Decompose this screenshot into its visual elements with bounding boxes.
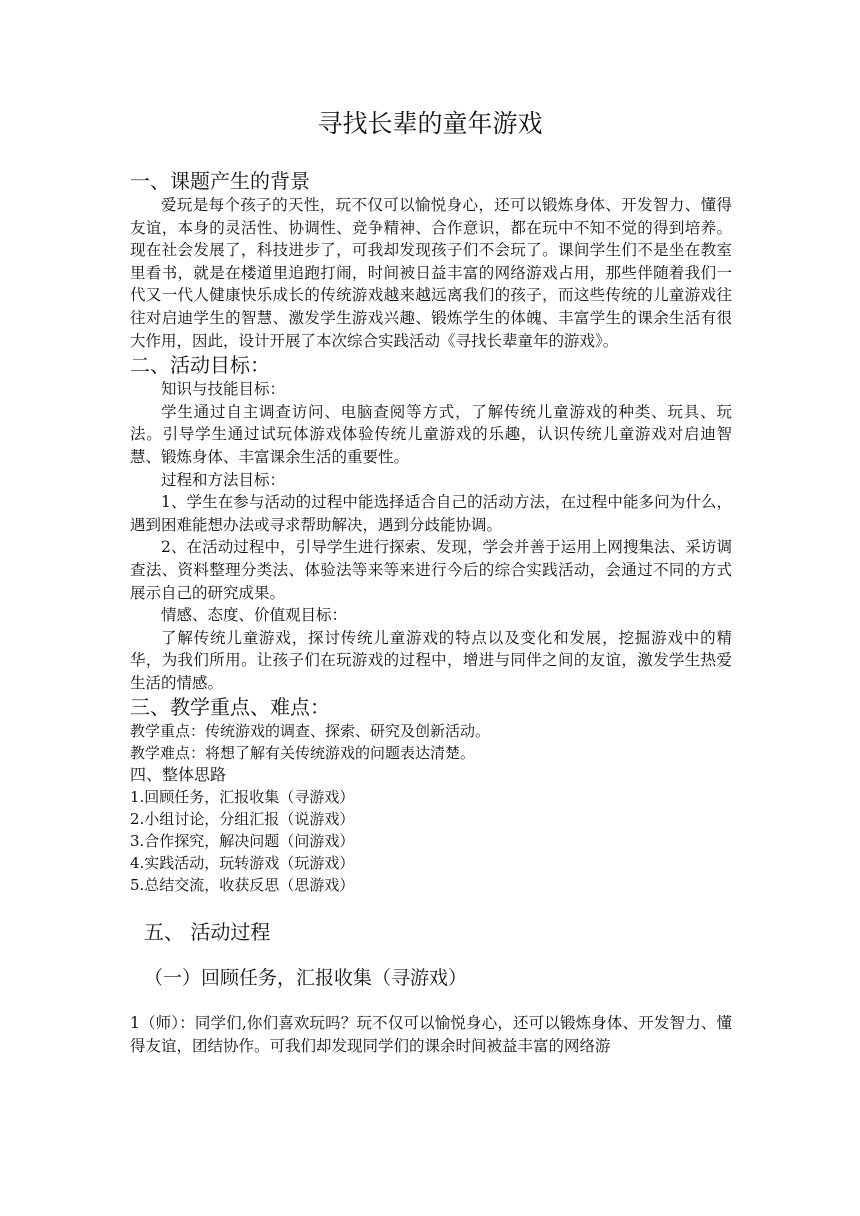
teaching-difficulty: 教学难点：将想了解有关传统游戏的问题表达清楚。 <box>130 744 476 763</box>
document-title: 寻找长辈的童年游戏 <box>317 109 543 138</box>
section-1-heading: 一、课题产生的背景 <box>130 169 310 193</box>
outline-item: 3.合作探究，解决问题（问游戏） <box>130 832 355 851</box>
outline-item: 5.总结交流，收获反思（思游戏） <box>130 876 355 895</box>
outline-item: 1.回顾任务，汇报收集（寻游戏） <box>130 788 355 807</box>
knowledge-goal-label: 知识与技能目标： <box>161 380 286 399</box>
teaching-key-point: 教学重点：传统游戏的调查、探索、研究及创新活动。 <box>130 722 491 741</box>
outline-item: 2.小组讨论，分组汇报（说游戏） <box>130 810 355 829</box>
emotion-goal-paragraph: 了解传统儿童游戏，探讨传统儿童游戏的特点以及变化和发展，挖掘游戏中的精华，为我们所用。让孩子们在玩游戏的过程中，增进与同伴之间的友谊，激发学生热爱生活的情感。 <box>130 628 732 692</box>
process-goal-label: 过程和方法目标： <box>161 470 286 489</box>
section-4-heading: 四、整体思路 <box>130 765 227 785</box>
emotion-goal-label: 情感、态度、价值观目标： <box>161 606 348 625</box>
section-5-subheading-1: （一）回顾任务，汇报收集（寻游戏） <box>144 967 468 990</box>
process-goal-paragraph-2: 2、在活动过程中，引导学生进行探索、发现，学会并善于运用上网搜集法、采访调查法、资料整理分类法、体验法等来等来进行今后的综合实践活动，会通过不同的方式展示自己的研究成果。 <box>130 538 732 602</box>
document-body <box>130 168 732 1058</box>
section-2-heading: 二、活动目标： <box>130 353 270 378</box>
section-3-heading: 三、教学重点、难点： <box>130 695 330 720</box>
section-5-heading: 五、 活动过程 <box>144 920 271 945</box>
section-5-paragraph: 1（师）：同学们,你们喜欢玩吗？玩不仅可以愉悦身心，还可以锻炼身体、开发智力、懂得友谊，团结协作。可我们却发现同学们的课余时间被益丰富的网络游 <box>130 1014 732 1056</box>
knowledge-goal-paragraph: 学生通过自主调查访问、电脑查阅等方式，了解传统儿童游戏的种类、玩具、玩法。引导学生通过试玩体游戏体验传统儿童游戏的乐趣，认识传统儿童游戏对启迪智慧、锻炼身体、丰富课余生活的重要性。 <box>130 402 732 466</box>
process-goal-paragraph-1: 1、学生在参与活动的过程中能选择适合自己的活动方法，在过程中能多问为什么，遇到困难能想办法或寻求帮助解决，遇到分歧能协调。 <box>130 493 732 534</box>
section-1-paragraph: 爱玩是每个孩子的天性，玩不仅可以愉悦身心，还可以锻炼身体、开发智力、懂得友谊，本身的灵活性、协调性、竞争精神、合作意识，都在玩中不知不觉的得到培养。现在社会发展了，科技进步了，可我却发现孩子们不会玩了。课间学生们不是坐在教室里看书，就是在楼道里追跑打闹，时间被日益丰富的网络游戏占用，那些伴随着我们一代又一代人健康快乐成长的传统游戏越来越远离我们的孩子，而这些传统的儿童游戏往往对启迪学生的智慧、激发学生游戏兴趣、锻炼学生的体魄、丰富学生的课余生活有很大作用，因此，设计开展了本次综合实践活动《寻找长辈童年的游戏》。 <box>130 196 732 350</box>
outline-item: 4.实践活动，玩转游戏（玩游戏） <box>130 854 355 873</box>
